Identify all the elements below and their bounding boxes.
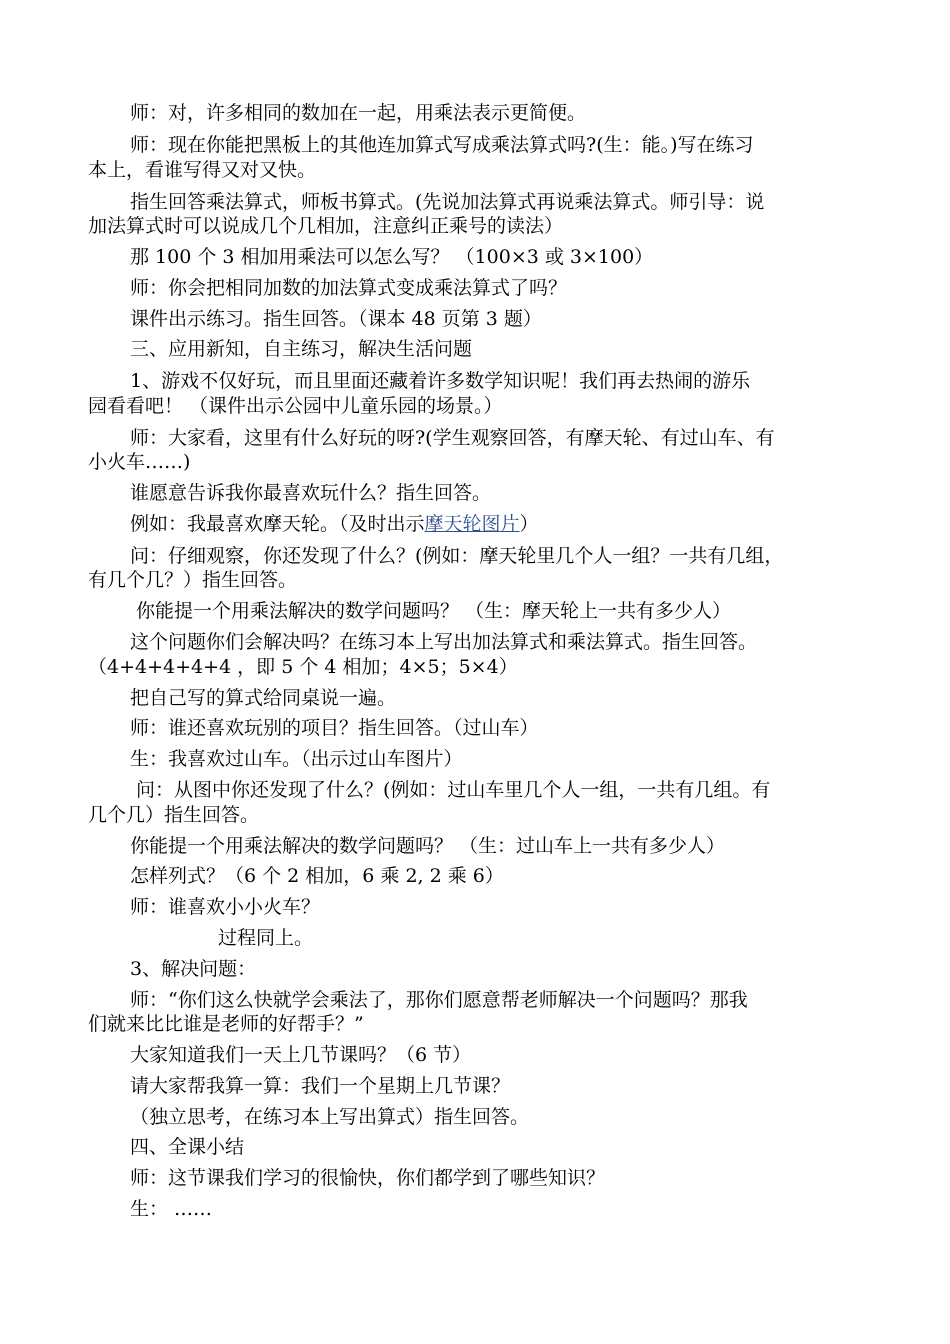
text-line: 谁愿意告诉我你最喜欢玩什么？指生回答。 [130, 482, 492, 504]
text-line: 们就来比比谁是老师的好帮手？” [88, 1013, 364, 1035]
text-line: 有几个几？）指生回答。 [88, 569, 298, 591]
text-segment: ） [519, 513, 539, 535]
section-heading: 四、全课小结 [130, 1136, 245, 1158]
section-heading: 三、应用新知，自主练习，解决生活问题 [130, 338, 473, 360]
text-line: 师：谁喜欢小小火车？ [130, 896, 321, 918]
text-line: 师：对，许多相同的数加在一起，用乘法表示更简便。 [130, 102, 587, 124]
section-heading: 3、解决问题： [130, 958, 257, 980]
text-line: 大家知道我们一天上几节课吗？（6 节） [130, 1044, 472, 1066]
text-line: 本上，看谁写得又对又快。 [88, 159, 317, 181]
text-line: 加法算式时可以说成几个几相加，注意纠正乘号的读法） [88, 215, 564, 237]
text-line: 园看看吧！ （课件出示公园中儿童乐园的场景。） [88, 395, 503, 417]
ferris-wheel-picture-link[interactable]: 摩天轮图片 [424, 513, 520, 535]
text-line: 指生回答乘法算式，师板书算式。(先说加法算式再说乘法算式。师引导：说 [130, 191, 765, 213]
text-line: 几个几）指生回答。 [88, 804, 260, 826]
text-line: 你能提一个用乘法解决的数学问题吗？ （生：过山车上一共有多少人） [130, 835, 726, 857]
text-line: （4+4+4+4+4 ，即 5 个 4 相加；4×5；5×4） [88, 656, 518, 678]
text-line: 小火车……) [88, 451, 191, 473]
text-line: 你能提一个用乘法解决的数学问题吗？ （生：摩天轮上一共有多少人） [136, 600, 732, 622]
text-segment: 例如：我最喜欢摩天轮。（及时出示 [130, 513, 425, 535]
text-line: 生：我喜欢过山车。（出示过山车图片） [130, 748, 463, 770]
text-line: 那 100 个 3 相加用乘法可以怎么写？ （100×3 或 3×100） [130, 246, 654, 268]
text-line: 1、游戏不仅好玩，而且里面还藏着许多数学知识呢！我们再去热闹的游乐 [130, 370, 751, 392]
text-line: 师：“你们这么快就学会乘法了，那你们愿意帮老师解决一个问题吗？那我 [130, 989, 748, 1011]
text-line: 师：现在你能把黑板上的其他连加算式写成乘法算式吗?(生：能。)写在练习 [130, 134, 754, 156]
text-line: 师：你会把相同加数的加法算式变成乘法算式了吗？ [130, 277, 568, 299]
text-line: 请大家帮我算一算：我们一个星期上几节课？ [130, 1075, 511, 1097]
text-line: 怎样列式？（6 个 2 相加，6 乘 2, 2 乘 6） [130, 865, 504, 887]
text-line: 这个问题你们会解决吗？在练习本上写出加法算式和乘法算式。指生回答。 [130, 631, 758, 653]
text-line: （独立思考，在练习本上写出算式）指生回答。 [130, 1106, 530, 1128]
text-line: 过程同上。 [218, 927, 314, 949]
text-line: 问：从图中你还发现了什么？(例如：过山车里几个人一组，一共有几组。有 [136, 779, 771, 801]
text-line: 师：这节课我们学习的很愉快，你们都学到了哪些知识？ [130, 1167, 606, 1189]
text-line: 生： …… [130, 1198, 213, 1220]
text-line [130, 512, 910, 536]
text-line: 师：大家看，这里有什么好玩的呀?(学生观察回答，有摩天轮、有过山车、有 [130, 427, 775, 449]
text-line: 把自己写的算式给同桌说一遍。 [130, 687, 397, 709]
text-line: 课件出示练习。指生回答。（课本 48 页第 3 题） [130, 308, 542, 330]
text-line: 问：仔细观察，你还发现了什么？(例如：摩天轮里几个人一组？一共有几组， [130, 545, 784, 567]
text-line: 师：谁还喜欢玩别的项目？指生回答。（过山车） [130, 717, 539, 739]
